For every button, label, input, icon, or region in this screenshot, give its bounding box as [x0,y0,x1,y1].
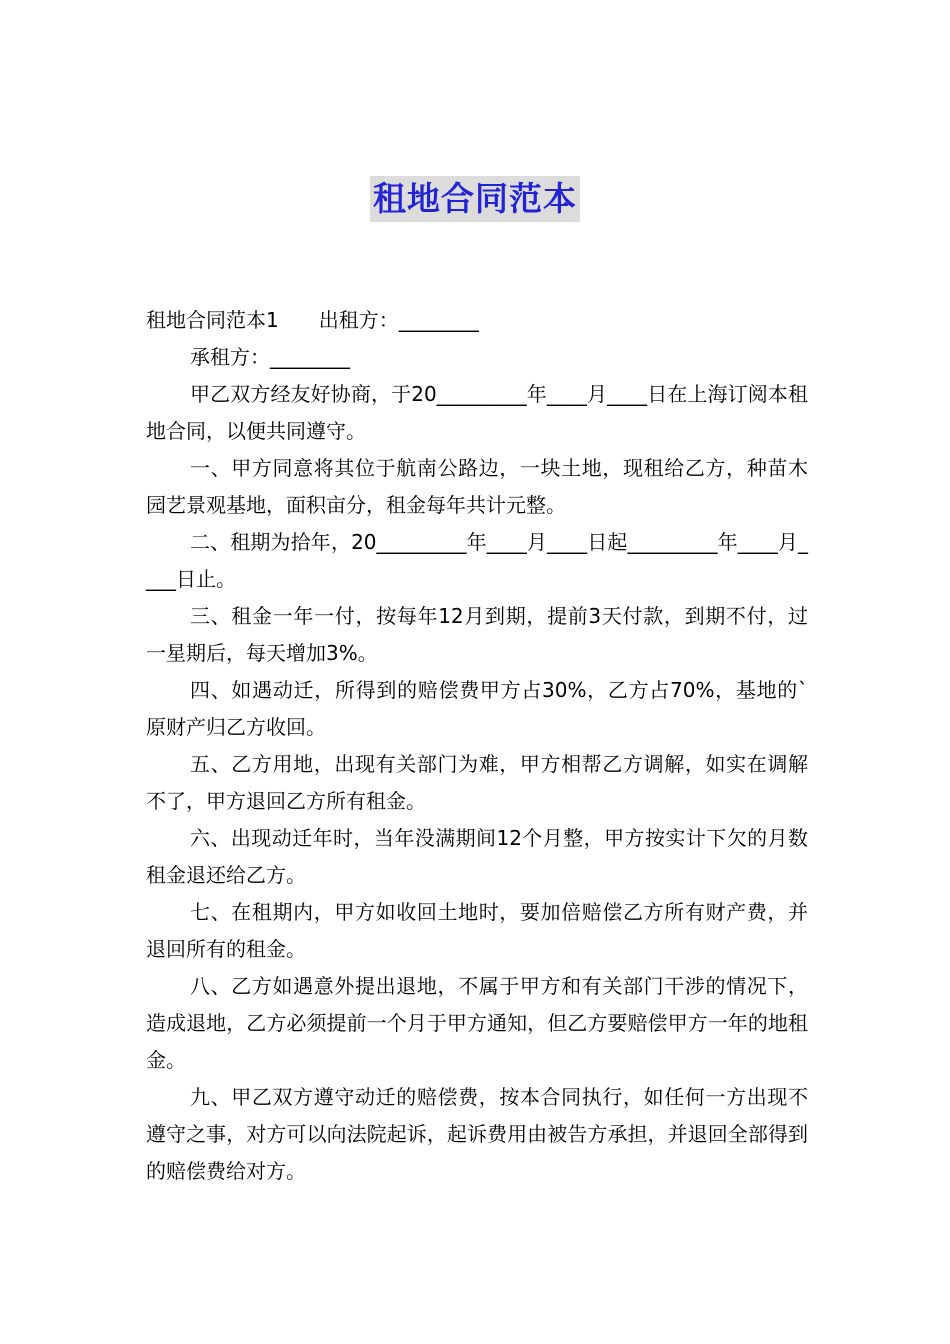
paragraph-clause-5: 五、乙方用地，出现有关部门为难，甲方相帮乙方调解，如实在调解不了，甲方退回乙方所有租金。 [146,752,808,813]
paragraph-clause-1: 一、甲方同意将其位于航南公路边，一块土地，现租给乙方，种苗木园艺景观基地，面积亩分，租金每年共计元整。 [146,456,808,517]
paragraph-clause-4: 四、如遇动迁，所得到的赔偿费甲方占30%，乙方占70%，基地的`原财产归乙方收回。 [146,678,808,739]
header-line: 租地合同范本1 出租方：________ [146,308,479,332]
document-body [146,302,808,1190]
paragraph-lessee: 承租方：________ [190,345,350,369]
document-title-wrap [0,176,950,222]
paragraph-clause-9: 九、甲乙双方遵守动迁的赔偿费，按本合同执行，如任何一方出现不遵守之事，对方可以向法院起诉，起诉费用由被告方承担，并退回全部得到的赔偿费给对方。 [146,1085,808,1183]
paragraph-clause-7: 七、在租期内，甲方如收回土地时，要加倍赔偿乙方所有财产费，并退回所有的租金。 [146,900,808,961]
paragraph-intro: 甲乙双方经友好协商，于20_________年____月____日在上海订阅本租地合同，以便共同遵守。 [146,382,808,443]
paragraph-clause-6: 六、出现动迁年时，当年没满期间12个月整，甲方按实计下欠的月数租金退还给乙方。 [146,826,808,887]
paragraph-clause-2: 二、租期为拾年，20_________年____月____日起_________年____月____日止。 [146,530,808,591]
paragraph-clause-3: 三、租金一年一付，按每年12月到期，提前3天付款，到期不付，过一星期后，每天增加3%。 [146,604,808,665]
document-title: 租地合同范本 [370,176,580,222]
paragraph-clause-8: 八、乙方如遇意外提出退地，不属于甲方和有关部门干涉的情况下，造成退地，乙方必须提前一个月于甲方通知，但乙方要赔偿甲方一年的地租金。 [146,974,808,1072]
